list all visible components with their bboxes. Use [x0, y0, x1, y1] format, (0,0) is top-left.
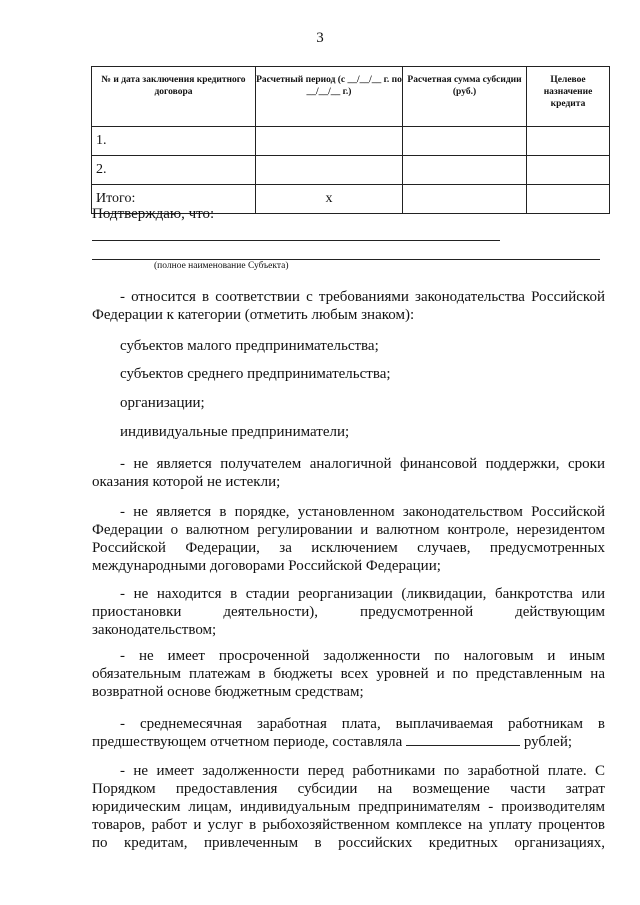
paragraph-line: по кредитам, привлеченным в российских кредитных организациях, — [92, 835, 605, 851]
table-cell: Итого: — [92, 185, 256, 214]
paragraph-line: - не имеет просроченной задолженности по налоговым и иным — [120, 648, 605, 664]
subject-caption: (полное наименование Субъекта) — [154, 261, 289, 271]
confirm-label: Подтверждаю, что: — [92, 206, 215, 222]
column-header: Целевое назначение кредита — [527, 67, 610, 127]
table-row — [92, 156, 610, 185]
table-cell: 2. — [92, 156, 256, 185]
paragraph-line: Федерации о валютном регулировании и валютном контроле, нерезидентом — [92, 522, 605, 538]
subject-name-line — [92, 259, 600, 260]
table-cell — [403, 127, 527, 156]
paragraph-line: Российской Федерации, за исключением случаев, предусмотренных — [92, 540, 605, 556]
table-cell: 1. — [92, 127, 256, 156]
paragraph-line: законодательством; — [92, 622, 217, 638]
signature-line — [92, 240, 500, 241]
table-header-row — [92, 67, 610, 127]
paragraph-line: - не имеет задолженности перед работниками по заработной плате. С — [120, 763, 605, 779]
paragraph-line: Федерации к категории (отметить любым знаком): — [92, 307, 415, 323]
table-cell — [527, 185, 610, 214]
column-header: № и дата заключения кредитного договора — [92, 67, 256, 127]
page-number: 3 — [316, 30, 324, 46]
salary-blank[interactable] — [406, 733, 520, 746]
table-cell: х — [256, 185, 403, 214]
salary-line — [92, 733, 605, 751]
column-header: Расчетный период (с __/__/__ г. по __/__/__ г.) — [256, 67, 403, 127]
table-row — [92, 127, 610, 156]
paragraph-line: приостановки деятельности), предусмотренной действующим — [92, 604, 605, 620]
salary-text: предшествующем отчетном периоде, составляла — [92, 734, 403, 750]
paragraph-line: обязательным платежам в бюджеты всех уровней и по представленным на — [92, 666, 605, 682]
table-cell — [403, 185, 527, 214]
paragraph-line: товаров, работ и услуг в рыбохозяйственном комплексе на уплату процентов — [92, 817, 605, 833]
category-option: субъектов малого предпринимательства; — [120, 338, 379, 354]
table-cell — [256, 127, 403, 156]
category-option: индивидуальные предприниматели; — [120, 424, 350, 440]
paragraph-line: - не является в порядке, установленном законодательством Российской — [120, 504, 605, 520]
paragraph-line: - не является получателем аналогичной финансовой поддержки, сроки — [120, 456, 605, 472]
paragraph-line: - не находится в стадии реорганизации (ликвидации, банкротства или — [120, 586, 605, 602]
subsidy-table — [91, 66, 610, 214]
table-cell — [527, 156, 610, 185]
paragraph-line: оказания которой не истекли; — [92, 474, 281, 490]
paragraph-line: - среднемесячная заработная плата, выплачиваемая работникам в — [120, 716, 605, 732]
paragraph-line: международными договорами Российской Федерации; — [92, 558, 441, 574]
table-cell — [527, 127, 610, 156]
table-cell — [403, 156, 527, 185]
category-option: организации; — [120, 395, 205, 411]
paragraph-line: возвратной основе бюджетным средствам; — [92, 684, 364, 700]
table-cell — [256, 156, 403, 185]
column-header: Расчетная сумма субсидии (руб.) — [403, 67, 527, 127]
paragraph-line: юридическим лицам, индивидуальным предпринимателям - производителям — [92, 799, 605, 815]
salary-unit: рублей; — [523, 734, 573, 750]
paragraph-line: Порядком предоставления субсидии на возмещение части затрат — [92, 781, 605, 797]
category-option: субъектов среднего предпринимательства; — [120, 366, 391, 382]
paragraph-line: - относится в соответствии с требованиями законодательства Российской — [120, 289, 605, 305]
